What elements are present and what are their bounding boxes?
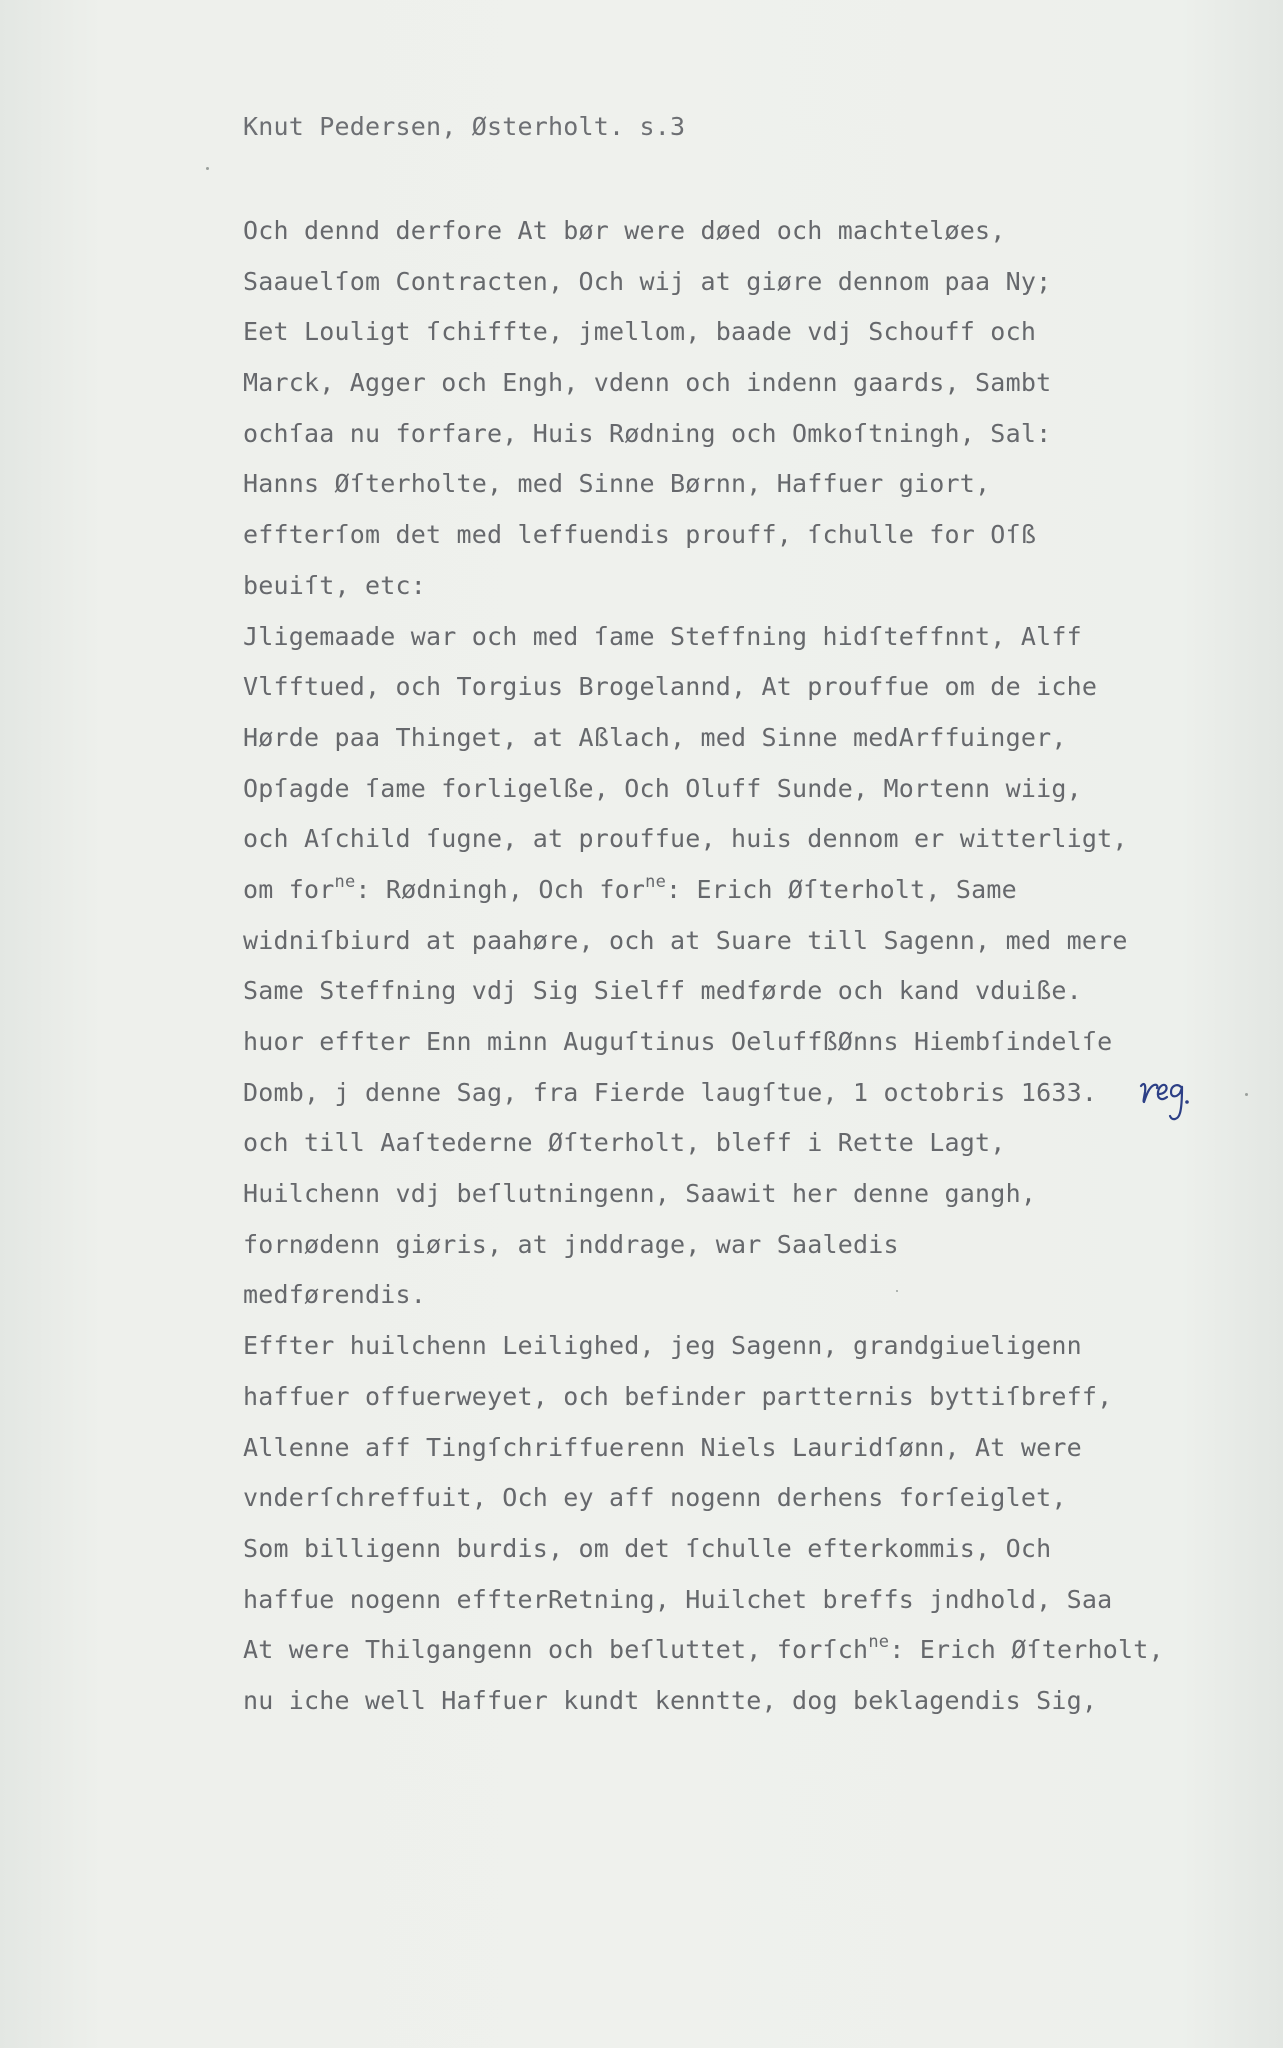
text-line <box>243 1372 1203 1423</box>
line-text: huor effter Enn minn Auguſtinus OeluffßØnns Hiembſindelſe <box>243 1027 1113 1056</box>
text-line <box>243 713 1203 764</box>
line-text: Och dennd derfore At bør were døed och machteløes, <box>243 216 1006 245</box>
text-line <box>243 257 1203 308</box>
line-text: : Erich Øſterholt, Same <box>666 874 1017 904</box>
text-line <box>243 1169 1203 1220</box>
line-text: Hørde paa Thinget, at Aßlach, med Sinne medArffuinger, <box>243 722 1067 752</box>
line-text: och Aſchild ſugne, at prouffue, huis dennom er witterligt, <box>243 824 1128 854</box>
pen-stroke <box>1170 1085 1182 1119</box>
text-line <box>243 510 1203 561</box>
line-text: effterſom det med leffuendis prouff, ſchulle for Oſß <box>243 520 1037 550</box>
text-line <box>243 612 1203 663</box>
marginal-note <box>1137 1072 1197 1122</box>
line-text: haffuer offuerweyet, och befinder partternis byttiſbreff, <box>243 1381 1113 1411</box>
handwritten-reg-mark <box>1137 1072 1207 1132</box>
line-text: Domb, j denne Sag, fra Fierde laugſtue, 1 octobris 1633. <box>243 1077 1098 1107</box>
superscript: ne <box>334 871 356 892</box>
line-text: Effter huilchenn Leilighed, jeg Sagenn, grandgiueligenn <box>243 1331 1082 1361</box>
line-text: Marck, Agger och Engh, vdenn och indenn gaards, Sambt <box>243 368 1052 398</box>
line-text: nu iche well Haffuer kundt kenntte, dog beklagendis Sig, <box>243 1685 1098 1715</box>
line-text: Hanns Øſterholte, med Sinne Børnn, Haffuer giort, <box>243 469 991 499</box>
line-text: Same Steffning vdj Sig Sielff medførde och kand vduiße. <box>243 976 1082 1006</box>
line-text: Eet Louligt ſchiffte, jmellom, baade vdj Schouff och <box>243 317 1037 347</box>
text-line <box>243 1676 1203 1727</box>
text-line <box>243 764 1203 815</box>
line-text: medførendis. <box>243 1280 427 1310</box>
text-line <box>243 1017 1203 1068</box>
text-line <box>243 409 1203 460</box>
paper-speck <box>1245 1093 1248 1096</box>
line-text: : Erich Øſterholt, <box>889 1635 1164 1665</box>
text-line <box>243 1270 1203 1321</box>
line-text: Vlfftued, och Torgius Brogelannd, At prouffue om de iche <box>243 672 1098 702</box>
line-text: Allenne aff Tingſchriffuerenn Niels Lauridſønn, At were <box>243 1432 1082 1462</box>
text-line <box>243 206 1203 257</box>
line-text: och till Aaſtederne Øſterholt, bleff i Rette Lagt, <box>243 1128 1006 1158</box>
document-body <box>243 206 1203 1727</box>
line-text: Saauelſom Contracten, Och wij at giøre dennom paa Ny; <box>243 266 1052 296</box>
line-text: Opſagde ſame forligelße, Och Oluff Sunde, Mortenn wiig, <box>243 773 1082 803</box>
line-text: At were Thilgangenn och beſluttet, forſch <box>243 1635 869 1665</box>
line-text: ochſaa nu forfare, Huis Rødning och Omkoſtningh, Sal: <box>243 418 1052 448</box>
paper-speck <box>206 167 209 170</box>
text-line <box>243 358 1203 409</box>
line-text: haffue nogenn effterRetning, Huilchet breffs jndhold, Saa <box>243 1584 1113 1614</box>
text-line <box>243 1118 1203 1169</box>
text-line <box>243 1321 1203 1372</box>
superscript: ne <box>868 1632 890 1653</box>
line-text: : Rødningh, Och for <box>355 874 646 904</box>
text-line <box>243 1220 1203 1271</box>
text-line <box>243 916 1203 967</box>
text-line <box>243 1575 1203 1626</box>
text-line <box>243 865 1203 916</box>
text-line <box>243 662 1203 713</box>
line-text: fornødenn giøris, at jnddrage, war Saaledis <box>243 1229 899 1259</box>
text-line <box>243 966 1203 1017</box>
text-line <box>243 307 1203 358</box>
text-line <box>243 1423 1203 1474</box>
line-text: beuiſt, etc: <box>243 570 427 600</box>
text-line <box>243 814 1203 865</box>
pen-dot <box>1185 1100 1189 1104</box>
text-line <box>243 1473 1203 1524</box>
line-text: Jligemaade war och med ſame Steffning hidſteffnnt, Alff <box>243 621 1082 651</box>
line-text: widniſbiurd at paahøre, och at Suare till Sagenn, med mere <box>243 925 1128 955</box>
text-line <box>243 1524 1203 1575</box>
superscript: ne <box>645 871 667 892</box>
line-text: om for <box>243 874 335 904</box>
text-line <box>243 1625 1203 1676</box>
text-line <box>243 1068 1203 1119</box>
line-text: vnderſchreffuit, Och ey aff nogenn derhens forſeiglet, <box>243 1483 1067 1513</box>
pen-stroke <box>1141 1084 1157 1102</box>
pen-stroke <box>1158 1085 1167 1099</box>
page-header: Knut Pedersen, Østerholt. s.3 <box>243 112 686 141</box>
line-text: Huilchenn vdj beſlutningenn, Saawit her denne gangh, <box>243 1179 1037 1209</box>
line-text: Som billigenn burdis, om det ſchulle efterkommis, Och <box>243 1533 1052 1563</box>
text-line <box>243 561 1203 612</box>
text-line <box>243 459 1203 510</box>
